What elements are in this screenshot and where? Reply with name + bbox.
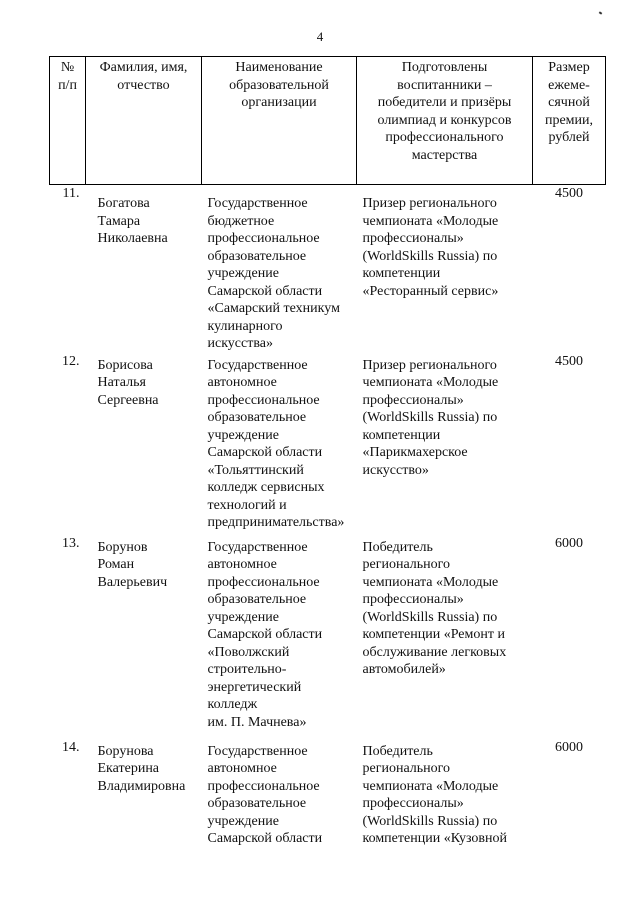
achievement-text: Победитель регионального чемпионата «Молодые профессионалы» (WorldSkills Russia) по компетенции «Кузовной [362, 743, 508, 846]
row-number: 14. [62, 739, 80, 755]
achievement-text: Призер регионального чемпионата «Молодые профессионалы» (WorldSkills Russia) по компетенции «Ресторанный сервис» [362, 196, 499, 299]
page-number: 4 [316, 29, 324, 44]
organization-name: Государственное автономное профессиональное образовательное учреждение Самарской области [207, 743, 323, 846]
table-row [50, 185, 606, 353]
row-number: 13. [62, 535, 80, 551]
table-row [50, 353, 606, 535]
person-name: Богатова Тамара Николаевна [97, 196, 168, 246]
achievement-text: Призер регионального чемпионата «Молодые профессионалы» (WorldSkills Russia) по компетенции «Парикмахерское искусство» [362, 357, 499, 478]
organization-name: Государственное бюджетное профессиональное образовательное учреждение Самарской области «Самарский техникум кулинарного искусства» [207, 196, 340, 351]
person-name: Борунов Роман Валерьевич [97, 539, 168, 590]
header-org: Наименование образовательной организации [202, 57, 357, 185]
achievement-text: Победитель регионального чемпионата «Молодые профессионалы» (WorldSkills Russia) по компетенции «Ремонт и обслуживание легковых автомобилей» [362, 539, 507, 677]
table-row [50, 535, 606, 739]
table-row [50, 739, 606, 863]
row-number: 11. [62, 186, 80, 201]
table-header-row [50, 57, 606, 185]
award-table [49, 56, 606, 863]
person-name: Борисова Наталья Сергеевна [97, 357, 159, 408]
organization-name: Государственное автономное профессиональное образовательное учреждение Самарской области «Поволжский строительно- энергетический колледж им. П. Мачнева» [207, 539, 323, 730]
bonus-amount: 4500 [555, 186, 583, 201]
scan-mark [599, 11, 603, 14]
header-num: № п/п [50, 57, 86, 185]
row-number: 12. [62, 353, 80, 369]
bonus-amount: 4500 [555, 353, 583, 369]
header-name: Фамилия, имя, отчество [86, 57, 202, 185]
header-amount: Размер ежеме- сячной премии, рублей [533, 57, 606, 185]
header-achievement: Подготовлены воспитанники – победители и призёры олимпиад и конкурсов профессионального мастерства [357, 57, 533, 185]
bonus-amount: 6000 [555, 739, 583, 755]
bonus-amount: 6000 [555, 535, 583, 551]
organization-name: Государственное автономное профессиональное образовательное учреждение Самарской области «Тольяттинский колледж сервисных технологий и предпринимательства» [207, 357, 345, 530]
person-name: Борунова Екатерина Владимировна [97, 743, 186, 794]
